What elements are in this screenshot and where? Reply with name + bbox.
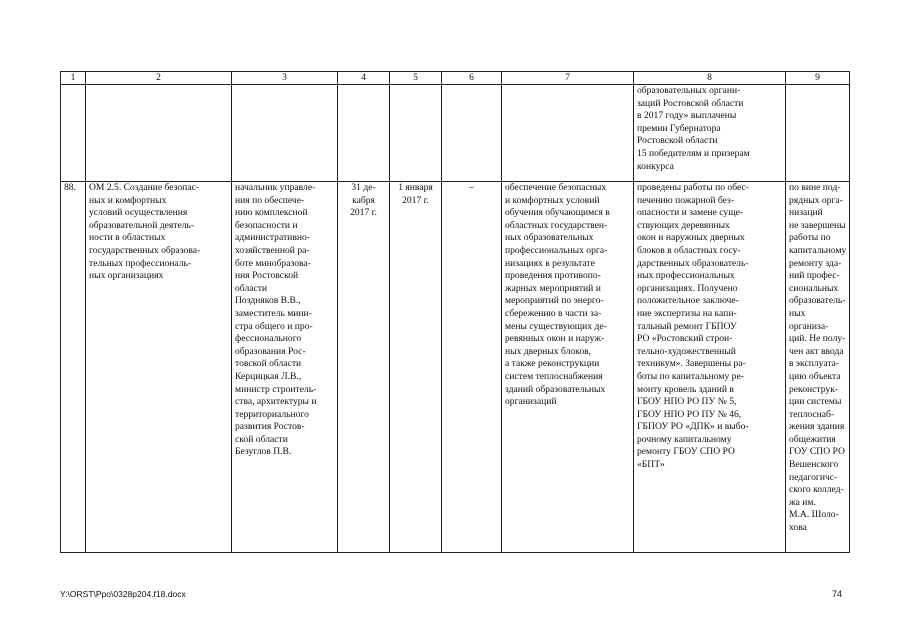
continuation-row xyxy=(61,85,850,182)
table-cell xyxy=(390,85,442,182)
row-number-cell: 88. xyxy=(61,182,86,553)
reasons-cell: по вине под- рядных орга- низаций не завершены работы по капитальному ремонту зда- ний профес- сиональных образователь- ных организа- ций. Не полу- чен акт ввода в эксплуата- цию объекта реконструк- ции системы теплоснаб- жения здания общежития ГОУ СПО РО Вешенского педагогичс- ского коллед- жа им. М.А. Шоло- хова xyxy=(786,182,850,553)
header-row xyxy=(61,72,850,85)
header-cell: 2 xyxy=(86,72,232,85)
header-cell: 8 xyxy=(634,72,786,85)
table-cell xyxy=(86,85,232,182)
table-cell xyxy=(442,85,502,182)
table-cell xyxy=(61,85,86,182)
page-number: 74 xyxy=(832,589,843,599)
responsible-cell: начальник управле- ния по обеспече- нию комплексной безопасности и административно- хозяйственной ра- боте минобразова- ния Ростовской области Поздняков В.В., заместитель мини- стра общего и про- фессионального образования Рос- товской области Керцицкая Л.В., министр строитель- ства, архитектуры и территориального развития Ростов- ской области Безуглов П.В. xyxy=(232,182,338,553)
table-cell xyxy=(232,85,338,182)
report-table xyxy=(60,71,850,553)
table-cell xyxy=(502,85,634,182)
end-date-cell: 1 января 2017 г. xyxy=(390,182,442,553)
table-cell xyxy=(338,85,390,182)
event-cell: ОМ 2.5. Создание безопас- ных и комфортных условий осуществления образовательной деятель- ности в областных государственных образова- тельных профессиональ- ных организациях xyxy=(86,182,232,553)
header-cell: 1 xyxy=(61,72,86,85)
actual-result-cell: проведены работы по обес- печению пожарной без- опасности и замене суще- ствующих деревянных окон и наружных дверных блоков в областных госу- дарственных образователь- ных профессиональных организациях. Получено положительное заключе- ние экспертизы на капи- тальный ремонт ГБПОУ РО «Ростовский строи- тельно-художественный техникум». Завершены ра- боты по капитальному ре- монту кровель зданий в ГБОУ НПО РО ПУ № 5, ГБОУ НПО РО ПУ № 46, ГБПОУ РО «ДПК» и выбо- рочному капитальному ремонту ГБОУ СПО РО «БПТ» xyxy=(634,182,786,553)
header-cell: 7 xyxy=(502,72,634,85)
expected-result-cell: обеспечение безопасных и комфортных условий обучения обучающимся в областных государствен- ных образовательных профессиональных орга- низациях в результате проведения противопо- жарных мероприятий и мероприятий по энерго- сбережению в части за- мены существующих де- ревянных окон и наруж- ных дверных блоков, а также реконструкции систем теплоснабжения зданий образовательных организаций xyxy=(502,182,634,553)
header-cell: 6 xyxy=(442,72,502,85)
dash-cell: – xyxy=(442,182,502,553)
header-cell: 4 xyxy=(338,72,390,85)
header-cell: 3 xyxy=(232,72,338,85)
file-path: Y:\ORST\Ppo\0328p204.f18.docx xyxy=(60,589,186,599)
start-date-cell: 31 де- кабря 2017 г. xyxy=(338,182,390,553)
table-row xyxy=(61,182,850,553)
table-cell xyxy=(786,85,850,182)
header-cell: 9 xyxy=(786,72,850,85)
header-cell: 5 xyxy=(390,72,442,85)
continuation-result-cell: образовательных органи- заций Ростовской области в 2017 году» выплачены премии Губернатора Ростовской области 15 победителям и призерам конкурса xyxy=(634,85,786,182)
